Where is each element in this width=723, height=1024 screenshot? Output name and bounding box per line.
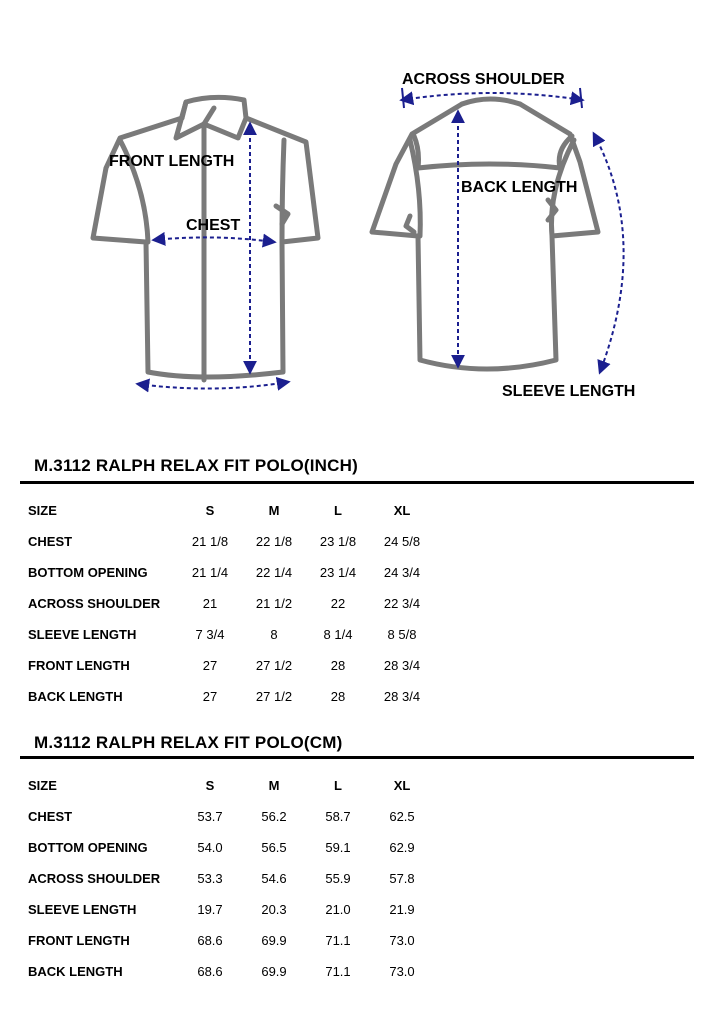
row-label: ACROSS SHOULDER <box>28 596 161 611</box>
table-cell: 8 5/8 <box>387 627 417 642</box>
sleeve-length-arrow <box>594 134 624 372</box>
cm-size-table <box>22 770 434 987</box>
table-cell: 22 1/4 <box>255 565 293 580</box>
table-row <box>22 894 434 925</box>
table-cell: 21.9 <box>389 902 415 917</box>
size-col-header: XL <box>393 778 411 793</box>
table-cell: 73.0 <box>389 964 415 979</box>
table-cell: 23 1/4 <box>319 565 357 580</box>
size-col-header: S <box>205 503 215 518</box>
table-cell: 24 3/4 <box>383 565 421 580</box>
inch-table-title: M.3112 RALPH RELAX FIT POLO(INCH) <box>34 456 358 475</box>
shirt-measurement-diagram <box>0 0 723 420</box>
front-length-label: FRONT LENGTH <box>109 153 235 170</box>
size-col-header: M <box>268 778 280 793</box>
table-cell: 53.3 <box>197 871 223 886</box>
table-cell: 21 1/2 <box>255 596 293 611</box>
size-header: SIZE <box>28 503 57 518</box>
table-cell: 28 3/4 <box>383 689 421 704</box>
bottom-opening-arrow <box>138 382 288 389</box>
table-cell: 27 <box>202 658 218 673</box>
table-cell: 58.7 <box>325 809 351 824</box>
table-cell: 28 <box>330 658 346 673</box>
table-row <box>22 588 434 619</box>
chest-label: CHEST <box>186 217 241 234</box>
table-cell: 54.0 <box>197 840 223 855</box>
table-cell: 69.9 <box>261 964 287 979</box>
table-cell: 55.9 <box>325 871 351 886</box>
table-cell: 68.6 <box>197 933 223 948</box>
table-cell: 27 1/2 <box>255 689 293 704</box>
row-label: CHEST <box>28 534 73 549</box>
table-cell: 56.2 <box>261 809 287 824</box>
table-cell: 56.5 <box>261 840 287 855</box>
table-cell: 23 1/8 <box>319 534 357 549</box>
sleeve-length-label: SLEEVE LENGTH <box>502 383 636 400</box>
table-cell: 20.3 <box>261 902 287 917</box>
table-cell: 53.7 <box>197 809 223 824</box>
table-cell: 27 1/2 <box>255 658 293 673</box>
back-shirt-illustration <box>372 99 598 369</box>
front-shirt-illustration <box>93 97 318 380</box>
row-label: SLEEVE LENGTH <box>28 902 137 917</box>
row-label: SLEEVE LENGTH <box>28 627 137 642</box>
table-cell: 21.0 <box>325 902 351 917</box>
table-row <box>22 801 434 832</box>
table-cell: 21 1/4 <box>191 565 229 580</box>
row-label: BACK LENGTH <box>28 689 123 704</box>
table-cell: 69.9 <box>261 933 287 948</box>
table-row <box>22 863 434 894</box>
size-col-header: XL <box>393 503 411 518</box>
table-cell: 28 3/4 <box>383 658 421 673</box>
row-label: BOTTOM OPENING <box>28 840 148 855</box>
row-label: FRONT LENGTH <box>28 933 130 948</box>
row-label: BOTTOM OPENING <box>28 565 148 580</box>
table-cell: 27 <box>202 689 218 704</box>
table-row <box>22 925 434 956</box>
table-cell: 8 <box>270 627 278 642</box>
chest-arrow <box>154 237 274 242</box>
table-cell: 22 1/8 <box>255 534 293 549</box>
table-row <box>22 770 434 801</box>
table-cell: 21 <box>202 596 218 611</box>
table-cell: 22 <box>330 596 346 611</box>
size-col-header: L <box>334 503 342 518</box>
inch-size-table <box>22 495 434 712</box>
table-row <box>22 557 434 588</box>
size-header: SIZE <box>28 778 57 793</box>
size-col-header: S <box>205 778 215 793</box>
table-cell: 21 1/8 <box>191 534 229 549</box>
table-cell: 54.6 <box>261 871 287 886</box>
back-length-label: BACK LENGTH <box>461 179 578 196</box>
inch-title-rule <box>20 481 694 484</box>
table-cell: 71.1 <box>325 964 351 979</box>
table-cell: 68.6 <box>197 964 223 979</box>
row-label: ACROSS SHOULDER <box>28 871 161 886</box>
table-row <box>22 526 434 557</box>
table-cell: 57.8 <box>389 871 415 886</box>
table-row <box>22 681 434 712</box>
table-row <box>22 956 434 987</box>
table-cell: 73.0 <box>389 933 415 948</box>
table-cell: 7 3/4 <box>195 627 225 642</box>
table-row <box>22 832 434 863</box>
table-cell: 22 3/4 <box>383 596 421 611</box>
row-label: CHEST <box>28 809 73 824</box>
cm-table-title: M.3112 RALPH RELAX FIT POLO(CM) <box>34 733 343 752</box>
row-label: BACK LENGTH <box>28 964 123 979</box>
table-cell: 24 5/8 <box>383 534 421 549</box>
size-col-header: M <box>268 503 280 518</box>
size-col-header: L <box>334 778 342 793</box>
table-cell: 28 <box>330 689 346 704</box>
table-cell: 62.5 <box>389 809 415 824</box>
table-row <box>22 495 434 526</box>
table-row <box>22 619 434 650</box>
across-shoulder-label: ACROSS SHOULDER <box>402 71 565 88</box>
table-row <box>22 650 434 681</box>
row-label: FRONT LENGTH <box>28 658 130 673</box>
table-cell: 71.1 <box>325 933 351 948</box>
table-cell: 59.1 <box>325 840 351 855</box>
cm-title-rule <box>20 756 694 759</box>
table-cell: 19.7 <box>197 902 223 917</box>
table-cell: 62.9 <box>389 840 415 855</box>
table-cell: 8 1/4 <box>323 627 353 642</box>
